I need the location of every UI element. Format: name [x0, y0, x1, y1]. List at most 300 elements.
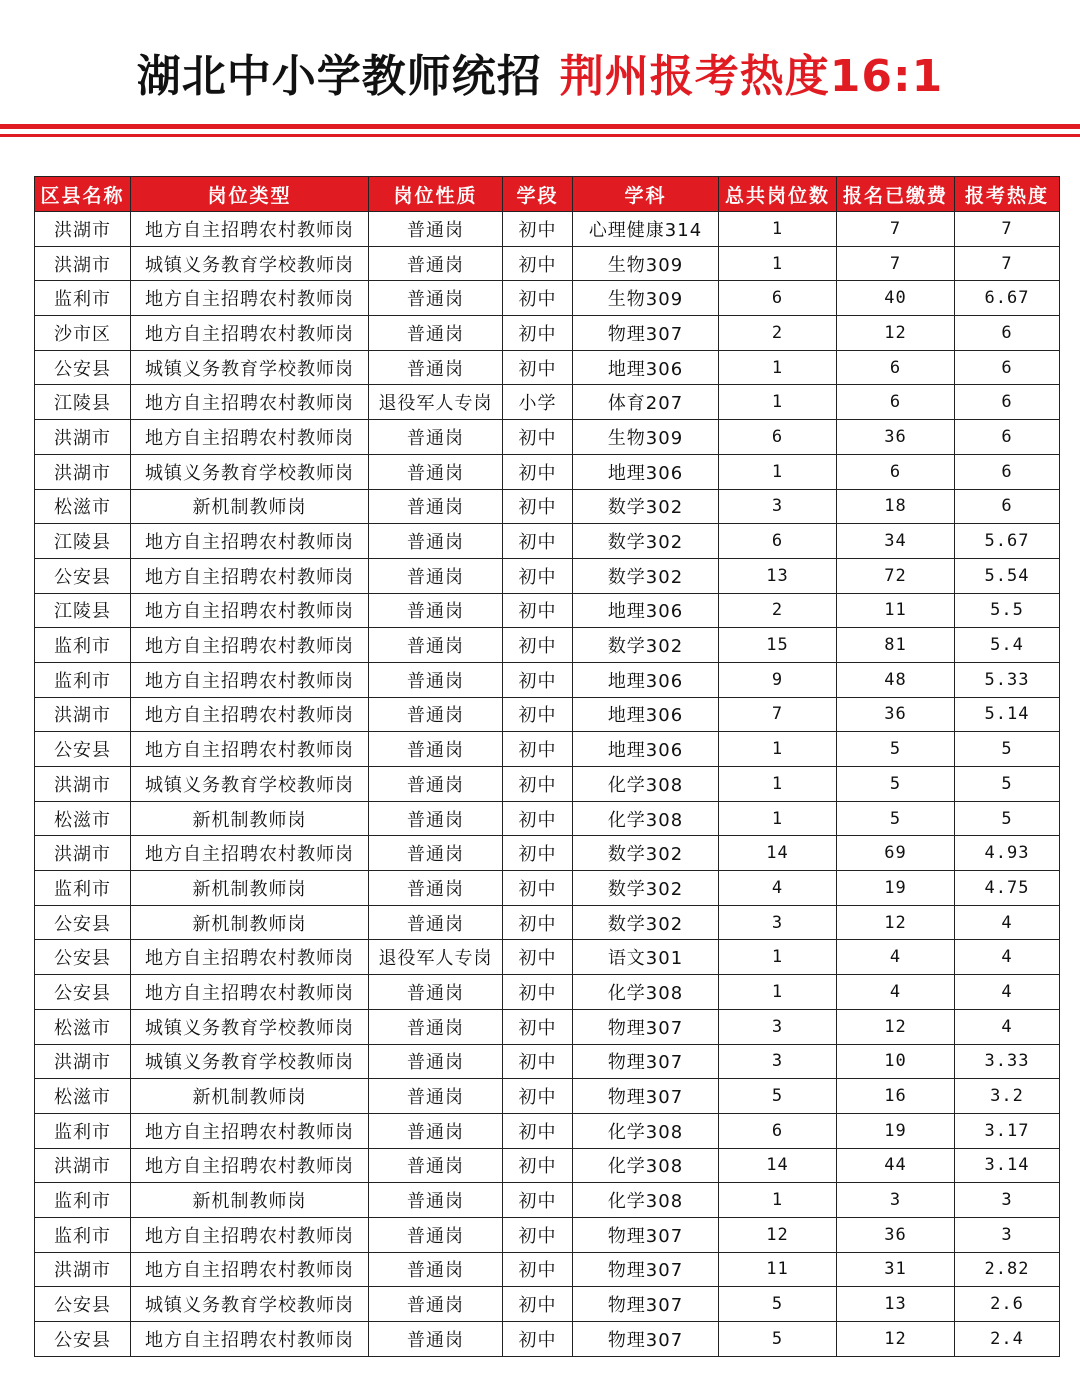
cell-position-nature: 普通岗	[369, 350, 503, 385]
cell-position-type: 地方自主招聘农村教师岗	[131, 1148, 369, 1183]
table-row	[35, 489, 1060, 524]
cell-position-type: 地方自主招聘农村教师岗	[131, 1252, 369, 1287]
cell-paid-applicants: 4	[837, 975, 955, 1010]
table-row	[35, 1148, 1060, 1183]
table-row	[35, 246, 1060, 281]
cell-district: 洪湖市	[35, 1044, 131, 1079]
cell-position-nature: 普通岗	[369, 524, 503, 559]
cell-competition-ratio: 5.14	[955, 697, 1060, 732]
table-row	[35, 316, 1060, 351]
cell-total-positions: 3	[719, 489, 837, 524]
cell-total-positions: 1	[719, 732, 837, 767]
cell-subject: 数学302	[573, 489, 719, 524]
cell-paid-applicants: 81	[837, 628, 955, 663]
cell-school-level: 小学	[503, 385, 573, 420]
cell-position-nature: 普通岗	[369, 1322, 503, 1357]
cell-position-type: 新机制教师岗	[131, 801, 369, 836]
cell-paid-applicants: 36	[837, 1217, 955, 1252]
cell-paid-applicants: 6	[837, 350, 955, 385]
cell-subject: 数学302	[573, 836, 719, 871]
cell-position-nature: 普通岗	[369, 732, 503, 767]
cell-total-positions: 3	[719, 1044, 837, 1079]
cell-competition-ratio: 6	[955, 350, 1060, 385]
cell-total-positions: 1	[719, 385, 837, 420]
cell-position-type: 地方自主招聘农村教师岗	[131, 281, 369, 316]
cell-position-type: 地方自主招聘农村教师岗	[131, 385, 369, 420]
cell-position-type: 地方自主招聘农村教师岗	[131, 593, 369, 628]
cell-position-nature: 普通岗	[369, 767, 503, 802]
cell-competition-ratio: 7	[955, 246, 1060, 281]
cell-school-level: 初中	[503, 1113, 573, 1148]
cell-position-type: 地方自主招聘农村教师岗	[131, 316, 369, 351]
cell-paid-applicants: 12	[837, 316, 955, 351]
cell-subject: 化学308	[573, 1113, 719, 1148]
table-row	[35, 975, 1060, 1010]
title-main: 湖北中小学教师统招	[136, 51, 542, 102]
cell-total-positions: 14	[719, 836, 837, 871]
cell-position-nature: 普通岗	[369, 281, 503, 316]
cell-total-positions: 1	[719, 212, 837, 247]
cell-total-positions: 1	[719, 975, 837, 1010]
table-row	[35, 1183, 1060, 1218]
cell-subject: 物理307	[573, 1322, 719, 1357]
table-row	[35, 801, 1060, 836]
cell-position-type: 地方自主招聘农村教师岗	[131, 1217, 369, 1252]
table-row	[35, 1287, 1060, 1322]
cell-subject: 地理306	[573, 350, 719, 385]
cell-district: 公安县	[35, 1287, 131, 1322]
cell-paid-applicants: 19	[837, 871, 955, 906]
cell-position-type: 地方自主招聘农村教师岗	[131, 697, 369, 732]
cell-position-nature: 退役军人专岗	[369, 940, 503, 975]
table-row	[35, 836, 1060, 871]
cell-school-level: 初中	[503, 801, 573, 836]
cell-competition-ratio: 4.93	[955, 836, 1060, 871]
cell-total-positions: 1	[719, 1183, 837, 1218]
cell-paid-applicants: 12	[837, 905, 955, 940]
cell-position-nature: 普通岗	[369, 662, 503, 697]
cell-school-level: 初中	[503, 350, 573, 385]
cell-position-type: 新机制教师岗	[131, 1079, 369, 1114]
table-row	[35, 212, 1060, 247]
table-row	[35, 732, 1060, 767]
cell-school-level: 初中	[503, 558, 573, 593]
cell-position-nature: 普通岗	[369, 1252, 503, 1287]
cell-competition-ratio: 4	[955, 905, 1060, 940]
cell-paid-applicants: 12	[837, 1322, 955, 1357]
cell-total-positions: 12	[719, 1217, 837, 1252]
cell-school-level: 初中	[503, 281, 573, 316]
column-header-paid-applicants: 报名已缴费	[837, 177, 955, 212]
table-row	[35, 350, 1060, 385]
cell-district: 公安县	[35, 1322, 131, 1357]
cell-subject: 地理306	[573, 697, 719, 732]
cell-paid-applicants: 40	[837, 281, 955, 316]
cell-school-level: 初中	[503, 628, 573, 663]
cell-school-level: 初中	[503, 767, 573, 802]
cell-subject: 物理307	[573, 1044, 719, 1079]
cell-total-positions: 1	[719, 940, 837, 975]
cell-paid-applicants: 10	[837, 1044, 955, 1079]
cell-position-nature: 普通岗	[369, 1113, 503, 1148]
cell-subject: 化学308	[573, 1148, 719, 1183]
cell-subject: 数学302	[573, 905, 719, 940]
cell-district: 松滋市	[35, 1079, 131, 1114]
cell-paid-applicants: 13	[837, 1287, 955, 1322]
cell-total-positions: 2	[719, 316, 837, 351]
column-header-position-type: 岗位类型	[131, 177, 369, 212]
cell-subject: 心理健康314	[573, 212, 719, 247]
cell-school-level: 初中	[503, 940, 573, 975]
cell-total-positions: 1	[719, 246, 837, 281]
cell-subject: 生物309	[573, 281, 719, 316]
header-divider-thick	[0, 124, 1080, 129]
cell-district: 松滋市	[35, 1009, 131, 1044]
cell-paid-applicants: 6	[837, 385, 955, 420]
table-row	[35, 524, 1060, 559]
cell-school-level: 初中	[503, 246, 573, 281]
cell-school-level: 初中	[503, 975, 573, 1010]
cell-competition-ratio: 3.2	[955, 1079, 1060, 1114]
cell-school-level: 初中	[503, 1079, 573, 1114]
cell-competition-ratio: 5	[955, 767, 1060, 802]
cell-total-positions: 9	[719, 662, 837, 697]
cell-school-level: 初中	[503, 905, 573, 940]
cell-school-level: 初中	[503, 1217, 573, 1252]
cell-position-nature: 普通岗	[369, 871, 503, 906]
cell-total-positions: 5	[719, 1322, 837, 1357]
cell-paid-applicants: 44	[837, 1148, 955, 1183]
cell-position-nature: 普通岗	[369, 1044, 503, 1079]
cell-paid-applicants: 3	[837, 1183, 955, 1218]
cell-paid-applicants: 11	[837, 593, 955, 628]
cell-position-nature: 退役军人专岗	[369, 385, 503, 420]
cell-paid-applicants: 7	[837, 246, 955, 281]
cell-school-level: 初中	[503, 1322, 573, 1357]
cell-paid-applicants: 69	[837, 836, 955, 871]
cell-total-positions: 14	[719, 1148, 837, 1183]
cell-position-type: 地方自主招聘农村教师岗	[131, 628, 369, 663]
cell-district: 监利市	[35, 1217, 131, 1252]
cell-school-level: 初中	[503, 1148, 573, 1183]
cell-school-level: 初中	[503, 697, 573, 732]
column-header-total-positions: 总共岗位数	[719, 177, 837, 212]
cell-position-type: 地方自主招聘农村教师岗	[131, 662, 369, 697]
cell-position-type: 新机制教师岗	[131, 1183, 369, 1218]
cell-competition-ratio: 5.4	[955, 628, 1060, 663]
cell-paid-applicants: 6	[837, 454, 955, 489]
cell-total-positions: 1	[719, 350, 837, 385]
cell-school-level: 初中	[503, 1009, 573, 1044]
cell-school-level: 初中	[503, 1287, 573, 1322]
cell-subject: 物理307	[573, 1079, 719, 1114]
cell-position-nature: 普通岗	[369, 905, 503, 940]
table-row	[35, 628, 1060, 663]
cell-subject: 生物309	[573, 246, 719, 281]
cell-subject: 物理307	[573, 1287, 719, 1322]
cell-district: 洪湖市	[35, 420, 131, 455]
cell-position-type: 城镇义务教育学校教师岗	[131, 350, 369, 385]
column-header-position-nature: 岗位性质	[369, 177, 503, 212]
column-header-competition-ratio: 报考热度	[955, 177, 1060, 212]
cell-district: 监利市	[35, 628, 131, 663]
cell-competition-ratio: 7	[955, 212, 1060, 247]
cell-district: 洪湖市	[35, 836, 131, 871]
cell-total-positions: 7	[719, 697, 837, 732]
cell-position-nature: 普通岗	[369, 212, 503, 247]
cell-district: 公安县	[35, 350, 131, 385]
cell-school-level: 初中	[503, 1183, 573, 1218]
table-row	[35, 1217, 1060, 1252]
cell-total-positions: 6	[719, 1113, 837, 1148]
table-row	[35, 558, 1060, 593]
cell-subject: 物理307	[573, 1217, 719, 1252]
cell-position-type: 地方自主招聘农村教师岗	[131, 836, 369, 871]
cell-competition-ratio: 3.14	[955, 1148, 1060, 1183]
cell-district: 公安县	[35, 940, 131, 975]
cell-position-nature: 普通岗	[369, 1079, 503, 1114]
cell-district: 洪湖市	[35, 697, 131, 732]
cell-position-nature: 普通岗	[369, 1217, 503, 1252]
cell-paid-applicants: 48	[837, 662, 955, 697]
cell-paid-applicants: 5	[837, 732, 955, 767]
cell-position-type: 新机制教师岗	[131, 489, 369, 524]
cell-position-type: 地方自主招聘农村教师岗	[131, 524, 369, 559]
cell-paid-applicants: 7	[837, 212, 955, 247]
cell-district: 洪湖市	[35, 212, 131, 247]
table-row	[35, 385, 1060, 420]
table-row	[35, 454, 1060, 489]
column-header-district: 区县名称	[35, 177, 131, 212]
cell-competition-ratio: 2.4	[955, 1322, 1060, 1357]
cell-subject: 地理306	[573, 732, 719, 767]
cell-position-type: 城镇义务教育学校教师岗	[131, 1009, 369, 1044]
cell-total-positions: 1	[719, 454, 837, 489]
cell-competition-ratio: 5	[955, 732, 1060, 767]
cell-district: 洪湖市	[35, 246, 131, 281]
cell-school-level: 初中	[503, 489, 573, 524]
cell-subject: 化学308	[573, 801, 719, 836]
cell-district: 江陵县	[35, 593, 131, 628]
cell-subject: 地理306	[573, 662, 719, 697]
table-row	[35, 1044, 1060, 1079]
cell-school-level: 初中	[503, 662, 573, 697]
cell-paid-applicants: 34	[837, 524, 955, 559]
cell-competition-ratio: 5.5	[955, 593, 1060, 628]
cell-position-type: 地方自主招聘农村教师岗	[131, 1322, 369, 1357]
table-row	[35, 662, 1060, 697]
cell-total-positions: 3	[719, 905, 837, 940]
cell-total-positions: 1	[719, 801, 837, 836]
cell-district: 监利市	[35, 871, 131, 906]
table-row	[35, 697, 1060, 732]
cell-district: 公安县	[35, 975, 131, 1010]
cell-position-type: 城镇义务教育学校教师岗	[131, 454, 369, 489]
cell-subject: 物理307	[573, 1252, 719, 1287]
cell-district: 洪湖市	[35, 1148, 131, 1183]
cell-position-type: 城镇义务教育学校教师岗	[131, 1287, 369, 1322]
cell-subject: 数学302	[573, 628, 719, 663]
cell-total-positions: 15	[719, 628, 837, 663]
cell-district: 监利市	[35, 1113, 131, 1148]
cell-district: 江陵县	[35, 385, 131, 420]
cell-school-level: 初中	[503, 420, 573, 455]
cell-district: 洪湖市	[35, 1252, 131, 1287]
cell-paid-applicants: 4	[837, 940, 955, 975]
cell-position-nature: 普通岗	[369, 628, 503, 663]
cell-competition-ratio: 4	[955, 940, 1060, 975]
cell-district: 松滋市	[35, 489, 131, 524]
cell-competition-ratio: 6	[955, 385, 1060, 420]
cell-position-nature: 普通岗	[369, 489, 503, 524]
cell-competition-ratio: 2.82	[955, 1252, 1060, 1287]
cell-district: 江陵县	[35, 524, 131, 559]
cell-competition-ratio: 4	[955, 975, 1060, 1010]
cell-paid-applicants: 18	[837, 489, 955, 524]
table-body	[35, 212, 1060, 1357]
cell-subject: 地理306	[573, 593, 719, 628]
cell-subject: 体育207	[573, 385, 719, 420]
cell-subject: 化学308	[573, 1183, 719, 1218]
table-row	[35, 420, 1060, 455]
cell-school-level: 初中	[503, 212, 573, 247]
cell-position-nature: 普通岗	[369, 801, 503, 836]
cell-district: 监利市	[35, 281, 131, 316]
table-row	[35, 1079, 1060, 1114]
cell-position-nature: 普通岗	[369, 246, 503, 281]
cell-paid-applicants: 5	[837, 767, 955, 802]
cell-school-level: 初中	[503, 836, 573, 871]
cell-position-nature: 普通岗	[369, 975, 503, 1010]
cell-competition-ratio: 3.33	[955, 1044, 1060, 1079]
table-row	[35, 1252, 1060, 1287]
cell-competition-ratio: 4	[955, 1009, 1060, 1044]
cell-subject: 生物309	[573, 420, 719, 455]
cell-position-nature: 普通岗	[369, 1148, 503, 1183]
table-row	[35, 593, 1060, 628]
cell-total-positions: 6	[719, 281, 837, 316]
cell-district: 公安县	[35, 905, 131, 940]
table-row	[35, 905, 1060, 940]
cell-position-nature: 普通岗	[369, 1287, 503, 1322]
cell-district: 监利市	[35, 662, 131, 697]
cell-total-positions: 4	[719, 871, 837, 906]
cell-paid-applicants: 72	[837, 558, 955, 593]
cell-total-positions: 2	[719, 593, 837, 628]
cell-position-nature: 普通岗	[369, 558, 503, 593]
cell-competition-ratio: 6	[955, 316, 1060, 351]
cell-competition-ratio: 5	[955, 801, 1060, 836]
cell-subject: 化学308	[573, 975, 719, 1010]
cell-position-nature: 普通岗	[369, 593, 503, 628]
cell-total-positions: 5	[719, 1079, 837, 1114]
cell-paid-applicants: 19	[837, 1113, 955, 1148]
cell-competition-ratio: 5.67	[955, 524, 1060, 559]
cell-district: 洪湖市	[35, 454, 131, 489]
cell-competition-ratio: 6	[955, 454, 1060, 489]
cell-district: 公安县	[35, 732, 131, 767]
recruitment-table	[34, 176, 1060, 1357]
cell-subject: 语文301	[573, 940, 719, 975]
cell-paid-applicants: 12	[837, 1009, 955, 1044]
cell-position-type: 地方自主招聘农村教师岗	[131, 732, 369, 767]
cell-subject: 化学308	[573, 767, 719, 802]
table-row	[35, 1113, 1060, 1148]
cell-total-positions: 1	[719, 767, 837, 802]
cell-school-level: 初中	[503, 454, 573, 489]
cell-position-type: 地方自主招聘农村教师岗	[131, 1113, 369, 1148]
cell-position-nature: 普通岗	[369, 1009, 503, 1044]
cell-competition-ratio: 6	[955, 420, 1060, 455]
cell-paid-applicants: 5	[837, 801, 955, 836]
cell-position-nature: 普通岗	[369, 420, 503, 455]
cell-position-nature: 普通岗	[369, 316, 503, 351]
table-row	[35, 871, 1060, 906]
cell-subject: 地理306	[573, 454, 719, 489]
cell-district: 公安县	[35, 558, 131, 593]
cell-position-type: 新机制教师岗	[131, 905, 369, 940]
cell-competition-ratio: 3	[955, 1183, 1060, 1218]
cell-school-level: 初中	[503, 593, 573, 628]
cell-school-level: 初中	[503, 1044, 573, 1079]
cell-competition-ratio: 3	[955, 1217, 1060, 1252]
cell-position-type: 地方自主招聘农村教师岗	[131, 975, 369, 1010]
cell-competition-ratio: 5.33	[955, 662, 1060, 697]
cell-subject: 数学302	[573, 871, 719, 906]
cell-position-nature: 普通岗	[369, 836, 503, 871]
cell-competition-ratio: 5.54	[955, 558, 1060, 593]
cell-position-type: 地方自主招聘农村教师岗	[131, 212, 369, 247]
cell-district: 沙市区	[35, 316, 131, 351]
cell-total-positions: 3	[719, 1009, 837, 1044]
cell-subject: 数学302	[573, 524, 719, 559]
cell-district: 监利市	[35, 1183, 131, 1218]
cell-position-nature: 普通岗	[369, 697, 503, 732]
cell-position-type: 城镇义务教育学校教师岗	[131, 246, 369, 281]
cell-position-type: 城镇义务教育学校教师岗	[131, 1044, 369, 1079]
table-row	[35, 767, 1060, 802]
cell-competition-ratio: 3.17	[955, 1113, 1060, 1148]
cell-position-type: 地方自主招聘农村教师岗	[131, 940, 369, 975]
table-header-row	[35, 177, 1060, 212]
cell-competition-ratio: 4.75	[955, 871, 1060, 906]
cell-competition-ratio: 6	[955, 489, 1060, 524]
cell-paid-applicants: 31	[837, 1252, 955, 1287]
page-header	[0, 0, 1080, 125]
cell-subject: 物理307	[573, 1009, 719, 1044]
page-title	[0, 40, 1080, 104]
column-header-subject: 学科	[573, 177, 719, 212]
table-row	[35, 281, 1060, 316]
cell-position-type: 新机制教师岗	[131, 871, 369, 906]
cell-total-positions: 11	[719, 1252, 837, 1287]
column-header-school-level: 学段	[503, 177, 573, 212]
cell-school-level: 初中	[503, 1252, 573, 1287]
cell-position-type: 地方自主招聘农村教师岗	[131, 558, 369, 593]
cell-position-type: 城镇义务教育学校教师岗	[131, 767, 369, 802]
cell-paid-applicants: 36	[837, 697, 955, 732]
cell-position-type: 地方自主招聘农村教师岗	[131, 420, 369, 455]
cell-subject: 物理307	[573, 316, 719, 351]
cell-school-level: 初中	[503, 524, 573, 559]
title-highlight: 荆州报考热度16:1	[559, 51, 944, 102]
cell-competition-ratio: 6.67	[955, 281, 1060, 316]
cell-paid-applicants: 36	[837, 420, 955, 455]
header-divider-thin	[0, 134, 1080, 137]
cell-district: 洪湖市	[35, 767, 131, 802]
table-row	[35, 940, 1060, 975]
cell-school-level: 初中	[503, 871, 573, 906]
